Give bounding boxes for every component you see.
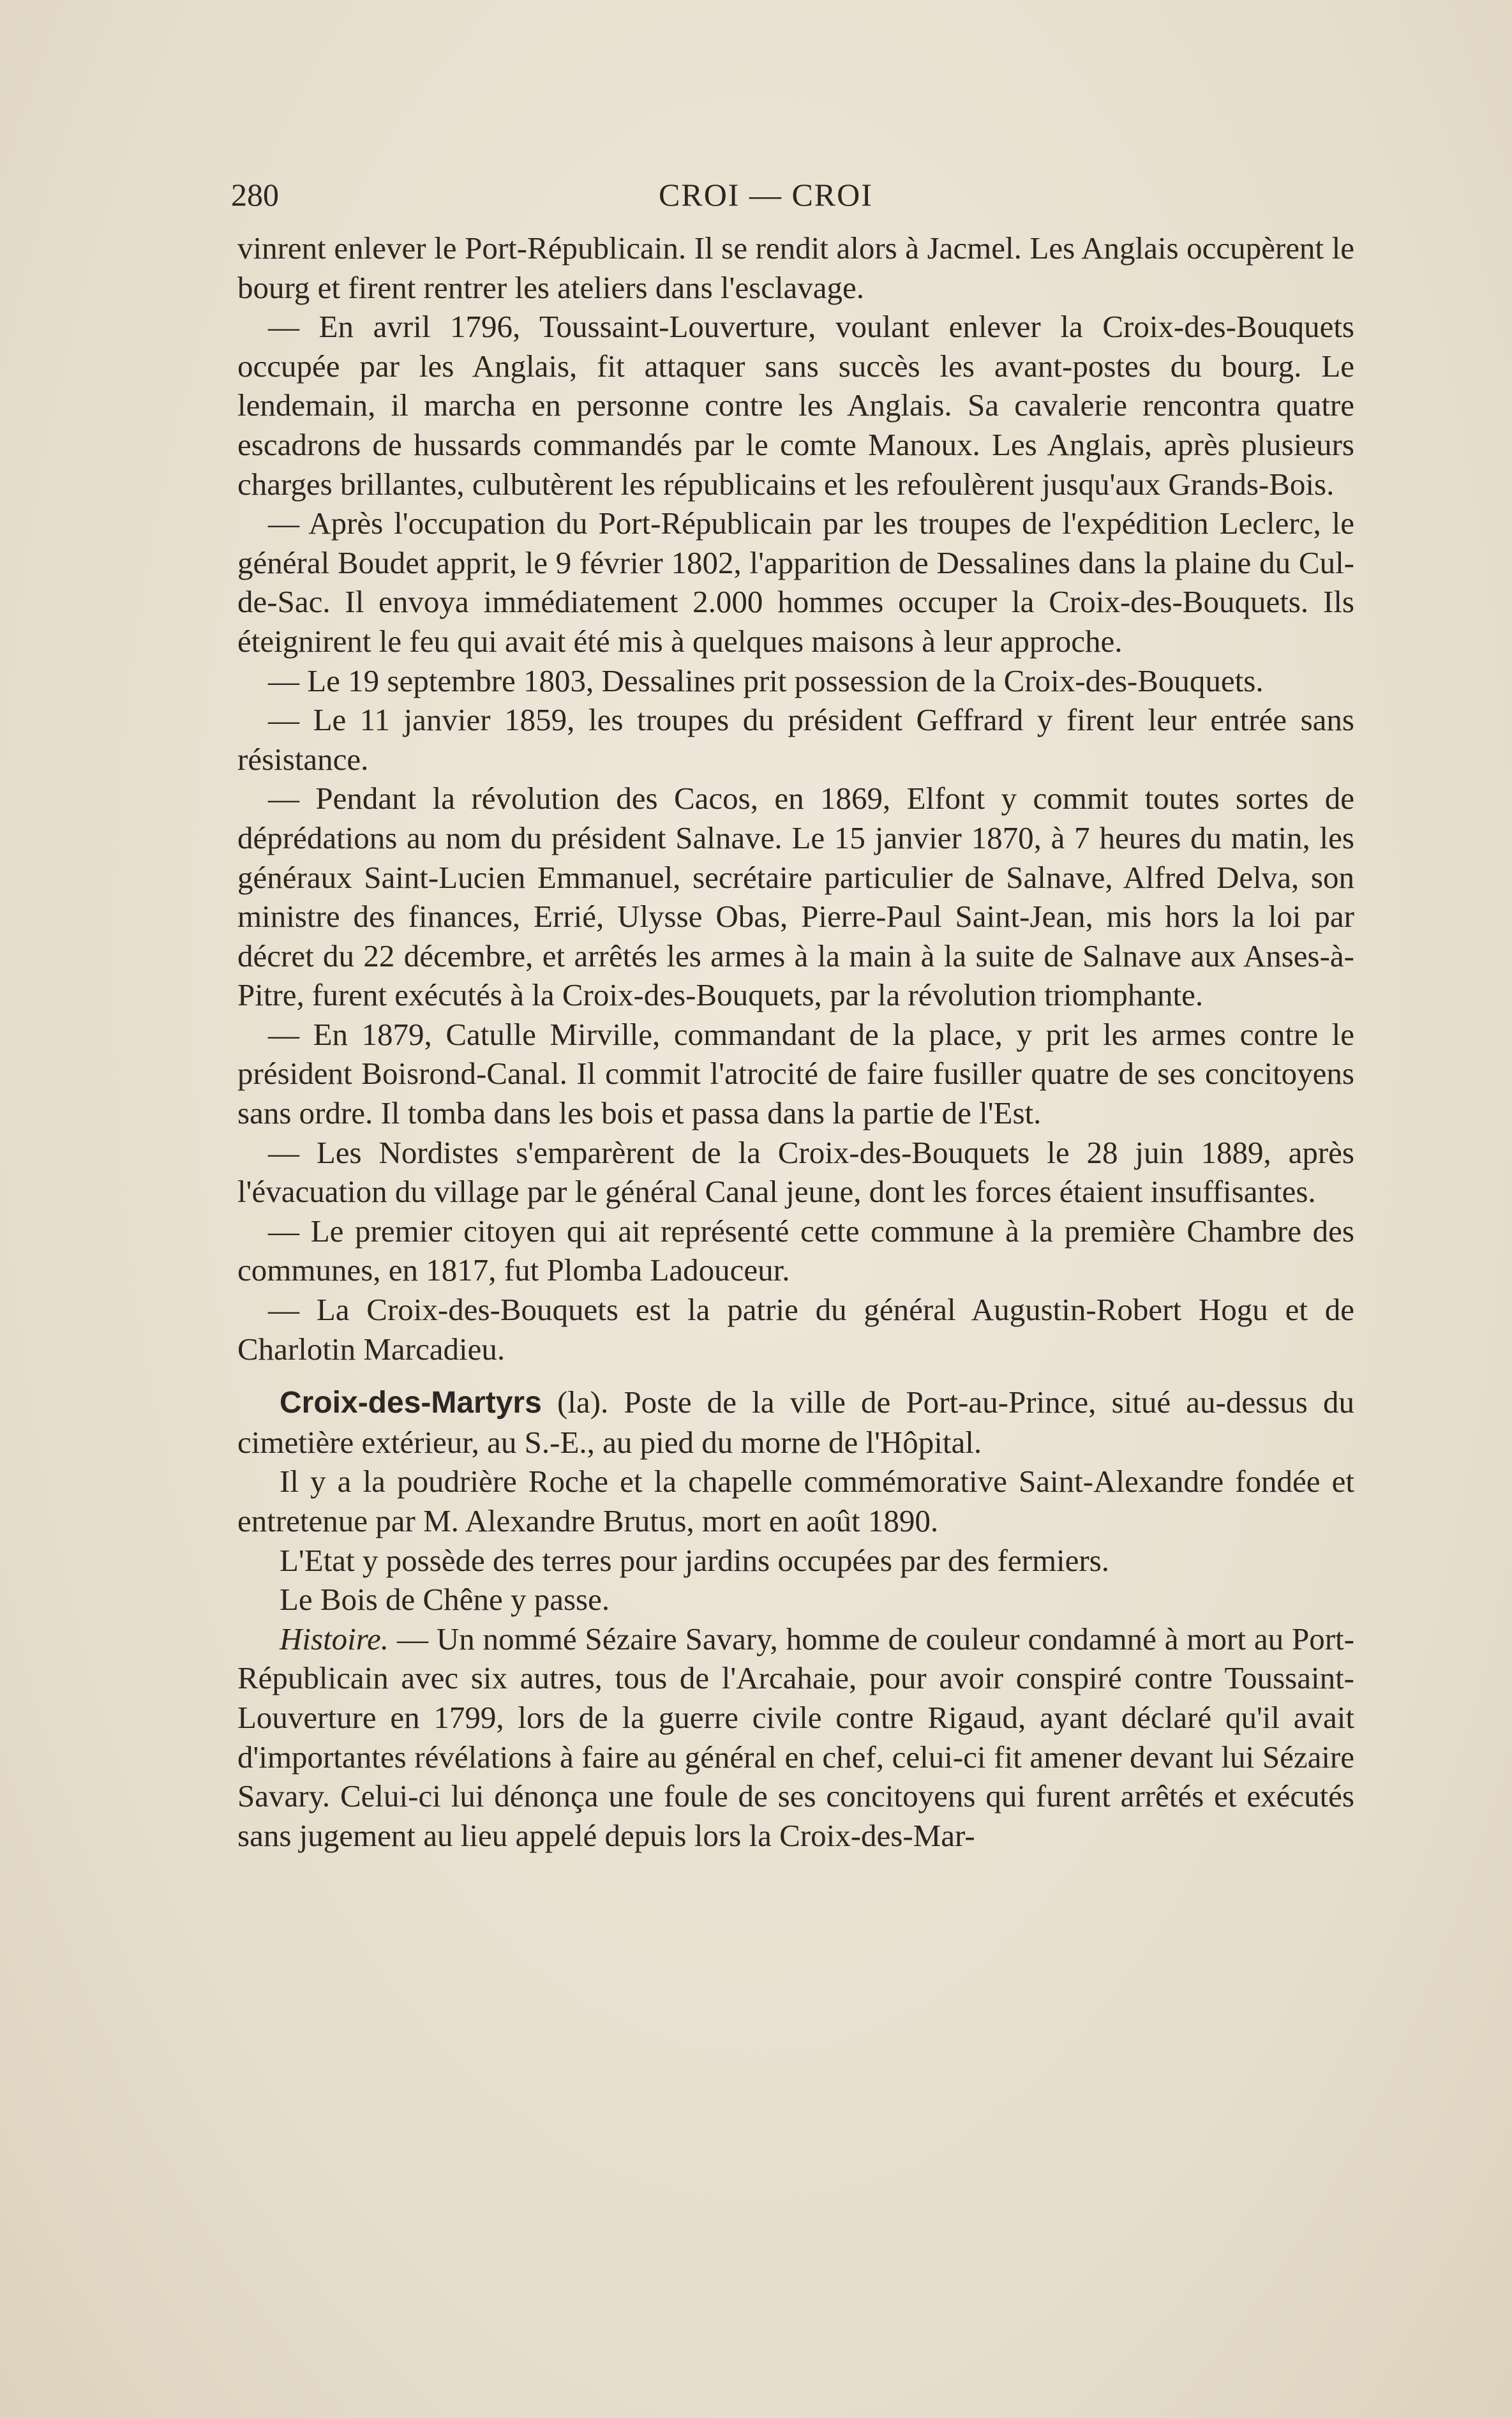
page-number: 280 — [231, 177, 279, 213]
histoire-text: — Un nommé Sézaire Savary, homme de couleur condamné à mort au Port-Républicain avec six autres, tous de l'Arcahaie, pour avoir conspiré contre Toussaint-Louverture en 1799, lors de la guerre civile contre Rigaud, ayant déclaré qu'il avait d'importantes révélations à faire au général en chef, celui-ci fit amener devant lui Sézaire Savary. Celui-ci lui dénonça une foule de ses concitoyens qui furent arrêtés et exécutés sans jugement au lieu appelé depuis lors la Croix-des-Mar- — [237, 1621, 1354, 1853]
running-title: CROI — CROI — [659, 177, 873, 213]
entry-poudriere: Il y a la poudrière Roche et la chapelle commémorative Saint-Alexandre fondée et entretenue par M. Alexandre Brutus, mort en août 1890. — [237, 1464, 1354, 1538]
paragraph-1796: — En avril 1796, Toussaint-Louverture, voulant enlever la Croix-des-Bouquets occupée par les Anglais, fit attaquer sans succès les avant-postes du bourg. Le lendemain, il marcha en personne contre les Anglais. Sa cavalerie rencontra quatre escadrons de hussards commandés par le comte Manoux. Les Anglais, après plusieurs charges brillantes, culbutèrent les républicains et les refoulèrent jusqu'aux Grands-Bois. — [237, 309, 1354, 502]
paragraph-patrie: — La Croix-des-Bouquets est la patrie du général Augustin-Robert Hogu et de Charlotin Marcadieu. — [237, 1292, 1354, 1367]
dictionary-entry — [237, 1383, 1354, 1462]
entry-article: (la). — [541, 1385, 624, 1420]
paragraph-1879: — En 1879, Catulle Mirville, commandant de la place, y prit les armes contre le président Boisrond-Canal. Il commit l'atrocité de faire fusiller quatre de ses concitoyens sans ordre. Il tomba dans les bois et passa dans la partie de l'Est. — [237, 1016, 1354, 1131]
entry-histoire — [237, 1619, 1354, 1856]
paragraph-1859: — Le 11 janvier 1859, les troupes du président Geffrard y firent leur entrée sans résistance. — [237, 702, 1354, 777]
entry-definition: Poste de la ville de Port-au-Prince, situé au-dessus du cimetière extérieur, au S.-E., au pied du morne de l'Hôpital. — [237, 1385, 1354, 1460]
paragraph-continuation: vinrent enlever le Port-Républicain. Il se rendit alors à Jacmel. Les Anglais occupèrent le bourg et firent rentrer les ateliers dans l'esclavage. — [237, 230, 1354, 305]
histoire-label: Histoire. — [280, 1621, 389, 1656]
paragraph-1869: — Pendant la révolution des Cacos, en 1869, Elfont y commit toutes sortes de déprédations au nom du président Salnave. Le 15 janvier 1870, à 7 heures du matin, les généraux Saint-Lucien Emmanuel, secrétaire particulier de Salnave, Alfred Delva, son ministre des finances, Errié, Ulysse Obas, Pierre-Paul Saint-Jean, mis hors la loi par décret du 22 décembre, et arrêtés les armes à la main à la suite de Salnave aux Anses-à-Pitre, furent exécutés à la Croix-des-Bouquets, par la révolution triomphante. — [237, 781, 1354, 1013]
paragraph-representative: — Le premier citoyen qui ait représenté cette commune à la première Chambre des communes, en 1817, fut Plomba Ladouceur. — [237, 1213, 1354, 1288]
entry-terres: L'Etat y possède des terres pour jardins occupées par des fermiers. — [280, 1542, 1110, 1578]
paragraph-1802: — Après l'occupation du Port-Républicain par les troupes de l'expédition Leclerc, le général Boudet apprit, le 9 février 1802, l'apparition de Dessalines dans la plaine du Cul-de-Sac. Il envoya immédiatement 2.000 hommes occuper la Croix-des-Bouquets. Ils éteignirent le feu qui avait été mis à quelques maisons à leur approche. — [237, 506, 1354, 659]
entry-bois: Le Bois de Chêne y passe. — [280, 1582, 610, 1618]
page-header — [231, 172, 1354, 217]
entry-headword: Croix-des-Martyrs — [280, 1386, 542, 1420]
paragraph-1803: — Le 19 septembre 1803, Dessalines prit possession de la Croix-des-Bouquets. — [268, 663, 1264, 698]
paragraph-1889: — Les Nordistes s'emparèrent de la Croix-des-Bouquets le 28 juin 1889, après l'évacuation du village par le général Canal jeune, dont les forces étaient insuffisantes. — [237, 1134, 1354, 1210]
body-text — [237, 229, 1354, 1855]
